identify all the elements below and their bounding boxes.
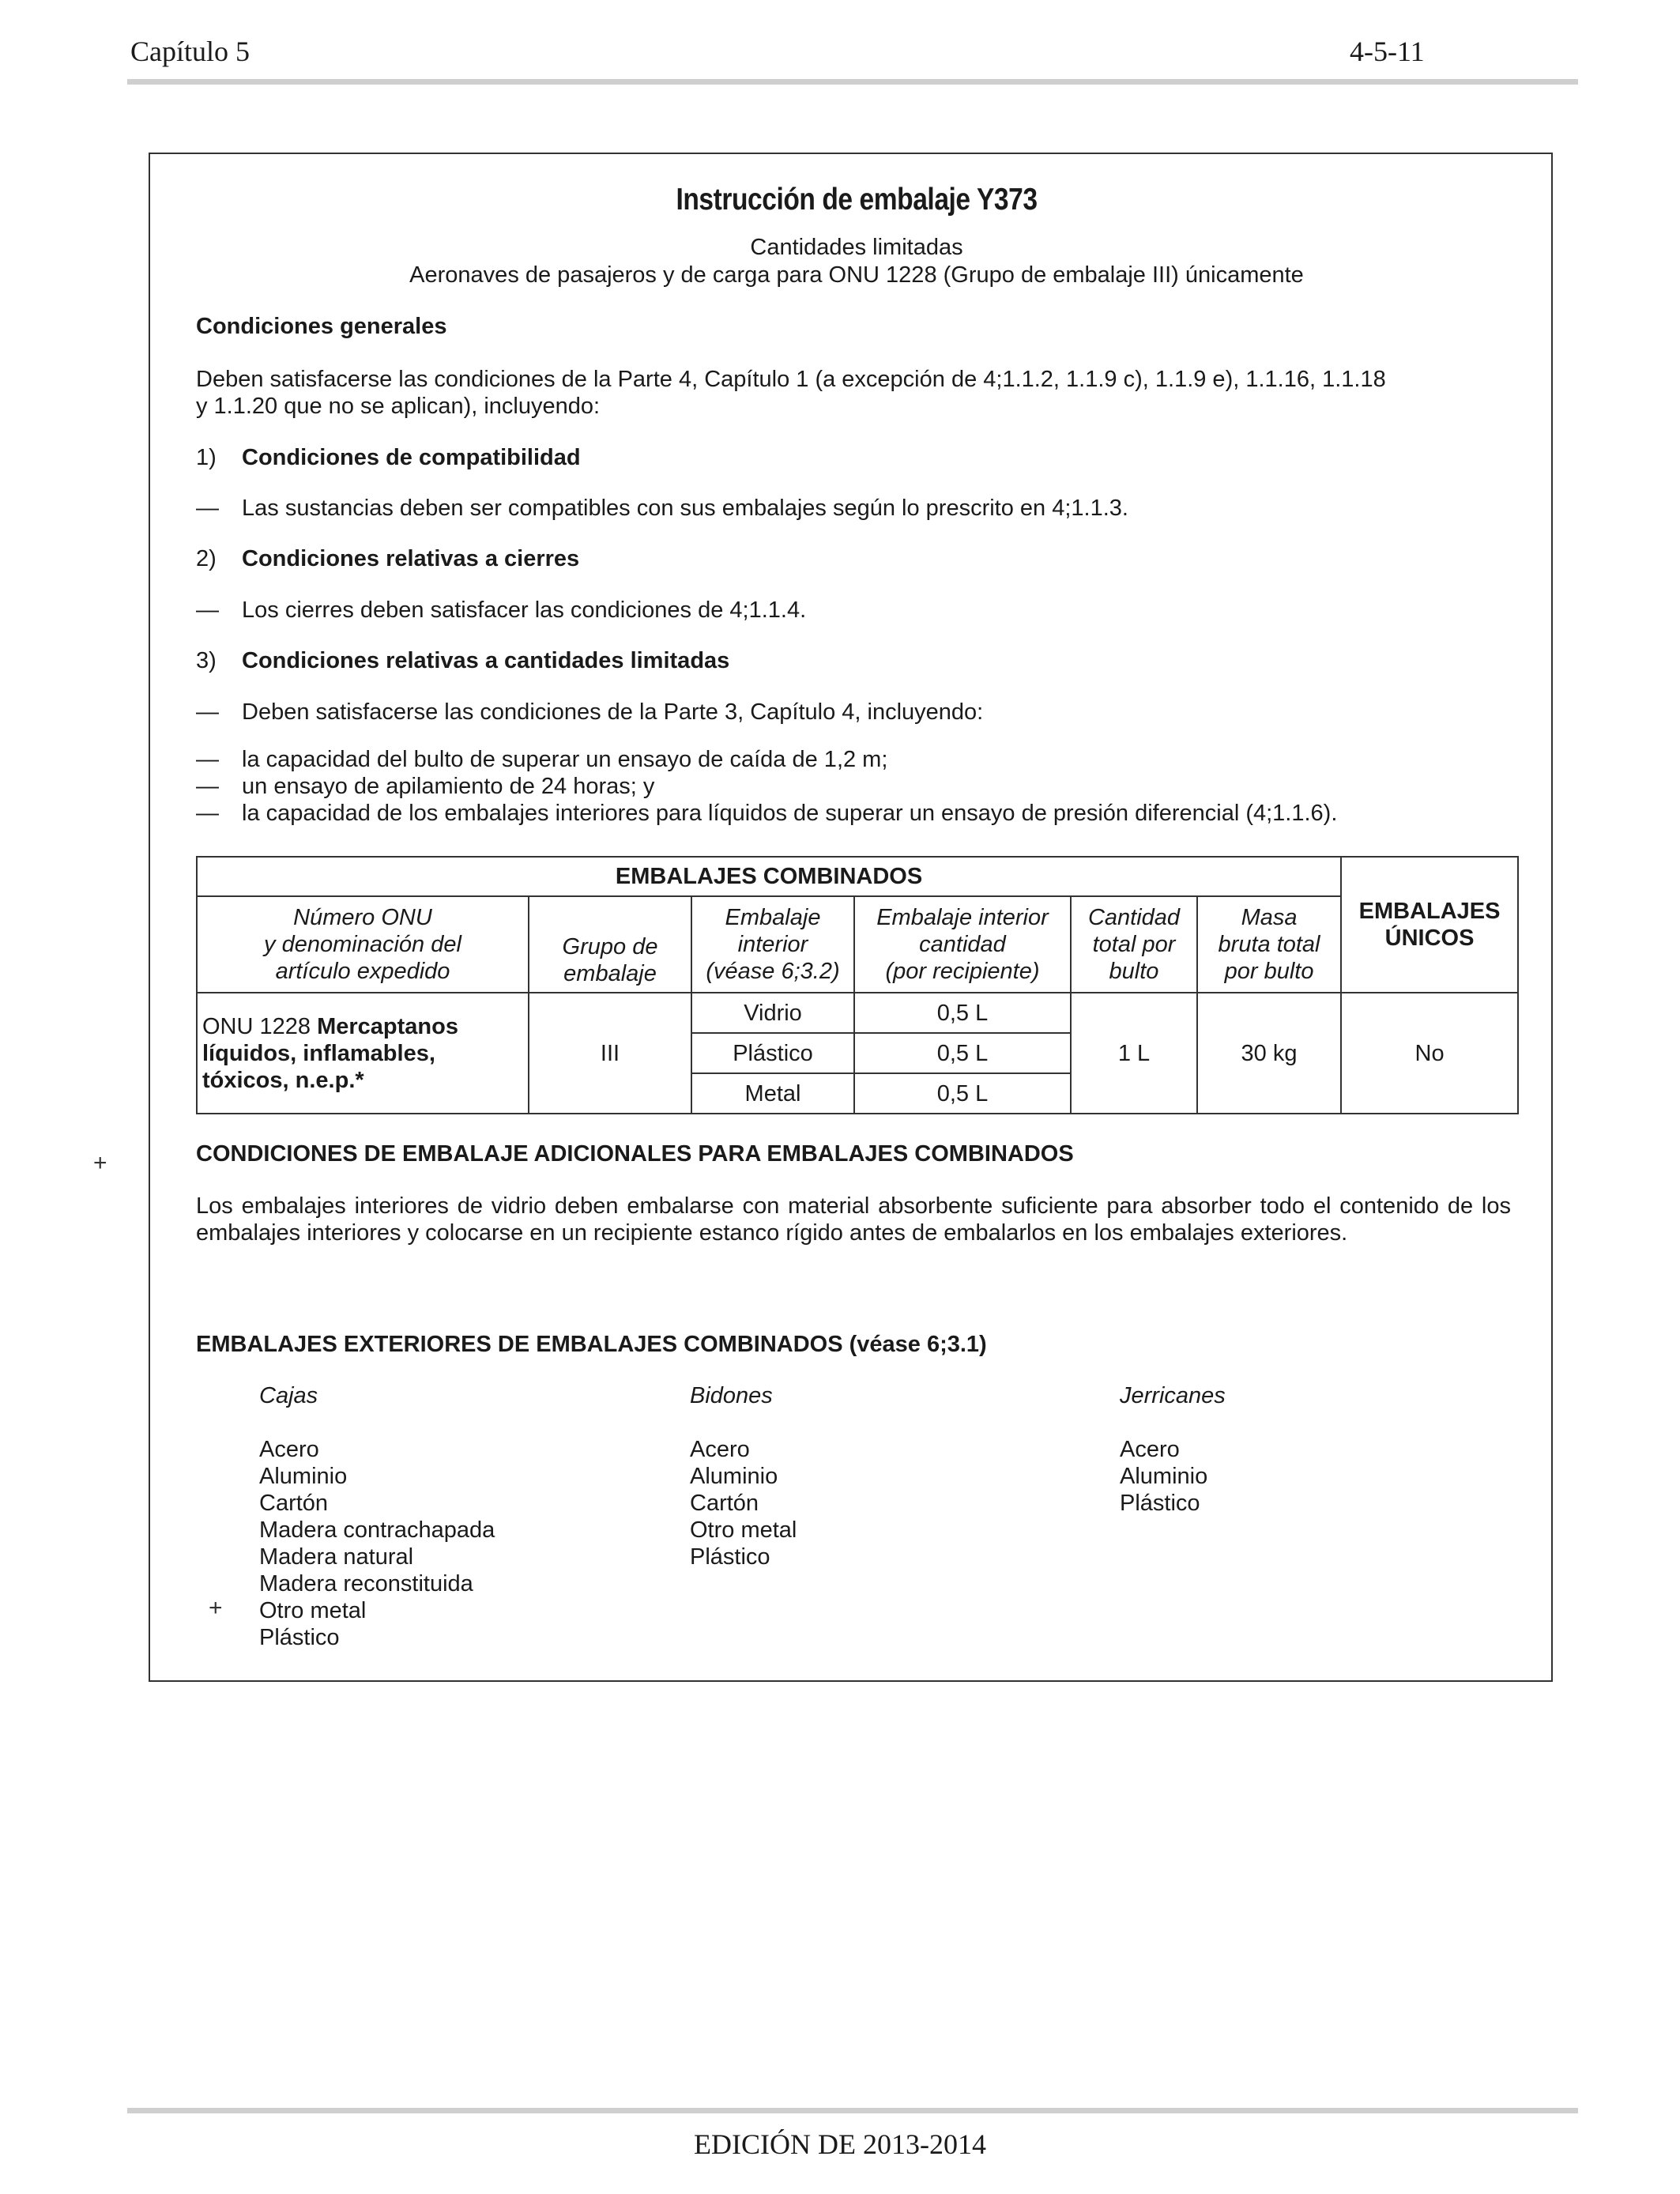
shipping-name: Mercaptanos [317, 1013, 458, 1039]
combined-packaging-header: EMBALAJES COMBINADOS [197, 857, 1341, 896]
inner-quantity-column-header [854, 896, 1071, 993]
list-item: un ensayo de apilamiento de 24 horas; y [242, 774, 655, 799]
list-item: la capacidad de los embalajes interiores para líquidos de superar un ensayo de presión diferencial (4;1.1.6). [242, 801, 1338, 826]
un-number-cell [197, 993, 529, 1114]
section-text: Las sustancias deben ser compatibles con sus embalajes según lo prescrito en 4;1.1.3. [242, 496, 1128, 521]
section-heading: Condiciones relativas a cierres [242, 546, 580, 571]
section-text: Los cierres deben satisfacer las condiciones de 4;1.1.4. [242, 598, 807, 623]
single-packaging-cell: No [1341, 993, 1518, 1114]
running-header-chapter: Capítulo 5 [130, 36, 250, 67]
list-item: Acero [1120, 1437, 1180, 1462]
outer-column-title-drums: Bidones [690, 1383, 773, 1408]
list-item: Otro metal [690, 1517, 797, 1543]
header-line: (por recipiente) [885, 959, 1040, 984]
outer-column-title-jerricans: Jerricanes [1120, 1383, 1226, 1408]
header-line: Cantidad [1087, 905, 1181, 930]
outer-list-drums [690, 1436, 797, 1570]
un-number-prefix: ONU 1228 [202, 1013, 318, 1039]
list-item: Otro metal [259, 1598, 367, 1623]
header-rule [127, 79, 1578, 85]
instruction-subtitle: Aeronaves de pasajeros y de carga para ONU 1228 (Grupo de embalaje III) únicamente [409, 262, 1304, 288]
inner-quantity-cell: 0,5 L [854, 1073, 1071, 1114]
gross-mass-column-header [1197, 896, 1341, 993]
header-line: Número ONU [293, 905, 432, 930]
header-line: embalaje [563, 961, 657, 986]
revision-mark: + [209, 1595, 223, 1621]
header-line: bruta total [1218, 932, 1320, 957]
dash-bullet: — [196, 496, 219, 521]
inner-quantity-cell: 0,5 L [854, 993, 1071, 1033]
inner-material-cell: Vidrio [691, 993, 854, 1033]
section-number: 1) [196, 445, 217, 470]
header-line: Embalaje interior [876, 905, 1049, 930]
inner-packaging-column-header [691, 896, 854, 993]
general-conditions-text: y 1.1.20 que no se aplican), incluyendo: [196, 394, 601, 419]
table-row [197, 993, 1518, 1033]
packing-group-column-header [529, 896, 691, 993]
list-item: Aluminio [690, 1464, 778, 1489]
list-item: Plástico [1120, 1491, 1200, 1516]
inner-material-cell: Metal [691, 1073, 854, 1114]
outer-column-title-boxes: Cajas [259, 1383, 318, 1408]
list-item: Plástico [259, 1625, 340, 1650]
header-line: por bulto [1224, 959, 1314, 984]
packing-instruction-box [149, 153, 1553, 1682]
header-line: Embalaje [725, 905, 821, 930]
list-item: Cartón [690, 1491, 759, 1516]
single-packaging-header [1341, 857, 1518, 993]
header-line: ÚNICOS [1384, 925, 1475, 951]
general-conditions-text: Deben satisfacerse las condiciones de la Parte 4, Capítulo 1 (a excepción de 4;1.1.2, 1.1.9 c), 1.1.9 e), 1.1.16, 1.1.18 [196, 367, 1386, 392]
instruction-title: Instrucción de embalaje Y373 [676, 183, 1038, 217]
outer-list-boxes [259, 1436, 495, 1651]
header-line: bulto [1109, 959, 1159, 984]
header-line: (véase 6;3.2) [706, 959, 840, 984]
header-line: Grupo de [562, 934, 658, 959]
header-line: artículo expedido [275, 959, 450, 984]
list-item: la capacidad del bulto de superar un ensayo de caída de 1,2 m; [242, 747, 888, 772]
dash-bullet: — [196, 598, 219, 623]
packing-group-cell: III [529, 993, 691, 1114]
header-line: EMBALAJES [1358, 899, 1501, 924]
inner-quantity-cell: 0,5 L [854, 1033, 1071, 1073]
list-item: Acero [259, 1437, 319, 1462]
header-line: total por [1092, 932, 1176, 957]
section-text: Deben satisfacerse las condiciones de la Parte 3, Capítulo 4, incluyendo: [242, 699, 984, 725]
revision-mark: + [93, 1150, 107, 1176]
general-conditions-heading: Condiciones generales [196, 314, 447, 339]
footer-rule [127, 2108, 1578, 2113]
dash-bullet: — [196, 747, 219, 772]
additional-conditions-heading: CONDICIONES DE EMBALAJE ADICIONALES PARA EMBALAJES COMBINADOS [196, 1141, 1074, 1167]
list-item: Aluminio [1120, 1464, 1208, 1489]
packaging-table [196, 856, 1519, 1114]
un-number-column-header [197, 896, 529, 993]
header-line: Masa [1241, 905, 1298, 930]
list-item: Plástico [690, 1544, 770, 1570]
section-number: 2) [196, 546, 217, 571]
outer-list-jerricans [1120, 1436, 1207, 1517]
list-item: Aluminio [259, 1464, 348, 1489]
edition-footer: EDICIÓN DE 2013-2014 [694, 2128, 986, 2160]
additional-conditions-text: Los embalajes interiores de vidrio deben embalarse con material absorbente suficiente para absorber todo el contenido de los embalajes interiores y colocarse en un recipiente estanco rígido antes de embalarlos en los embalajes exteriores. [196, 1193, 1511, 1246]
list-item: Madera reconstituida [259, 1571, 473, 1596]
inner-material-cell: Plástico [691, 1033, 854, 1073]
dash-bullet: — [196, 801, 219, 826]
dash-bullet: — [196, 699, 219, 725]
shipping-name: líquidos, inflamables, [202, 1040, 435, 1066]
instruction-subtitle: Cantidades limitadas [750, 235, 963, 260]
outer-packaging-heading: EMBALAJES EXTERIORES DE EMBALAJES COMBINADOS (véase 6;3.1) [196, 1332, 987, 1357]
total-quantity-column-header [1071, 896, 1197, 993]
gross-mass-cell: 30 kg [1197, 993, 1341, 1114]
list-item: Acero [690, 1437, 750, 1462]
shipping-name: tóxicos, n.e.p.* [202, 1067, 364, 1093]
section-heading: Condiciones relativas a cantidades limitadas [242, 648, 730, 673]
section-number: 3) [196, 648, 217, 673]
section-heading: Condiciones de compatibilidad [242, 445, 581, 470]
total-quantity-cell: 1 L [1071, 993, 1197, 1114]
dash-bullet: — [196, 774, 219, 799]
list-item: Madera contrachapada [259, 1517, 495, 1543]
header-line: y denominación del [264, 932, 461, 957]
header-line: interior [737, 932, 808, 957]
list-item: Cartón [259, 1491, 329, 1516]
running-header-page-number: 4-5-11 [1350, 36, 1425, 67]
list-item: Madera natural [259, 1544, 414, 1570]
header-line: cantidad [919, 932, 1006, 957]
